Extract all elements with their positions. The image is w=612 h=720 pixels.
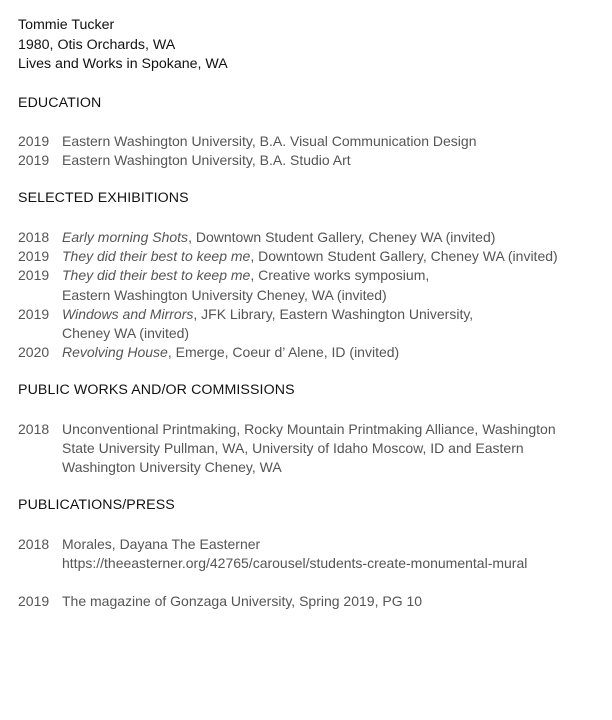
entry-text bbox=[62, 266, 608, 304]
exhibition-details: , Downtown Student Gallery, Cheney WA (invited) bbox=[250, 248, 558, 265]
exhibition-title: Windows and Mirrors bbox=[62, 305, 194, 322]
education-list bbox=[18, 132, 608, 170]
entry-year: 2019 bbox=[18, 267, 50, 284]
entry-year: 2018 bbox=[18, 535, 50, 552]
education-entry bbox=[18, 132, 608, 151]
press-citation: Morales, Dayana The Easterner bbox=[62, 535, 261, 552]
entry-year: 2018 bbox=[18, 420, 50, 437]
entry-text bbox=[62, 305, 608, 343]
commission-line: Unconventional Printmaking, Rocky Mountain Printmaking Alliance, Washington bbox=[62, 420, 556, 437]
exhibition-title: They did their best to keep me bbox=[62, 248, 251, 265]
artist-birth: 1980, Otis Orchards, WA bbox=[18, 36, 176, 53]
press-list bbox=[18, 535, 608, 612]
exhibition-entry bbox=[18, 247, 608, 266]
entry-text bbox=[62, 535, 608, 573]
exhibitions-list bbox=[18, 228, 608, 362]
commission-line: Washington University Cheney, WA bbox=[62, 459, 282, 476]
commissions-list bbox=[18, 420, 608, 478]
exhibition-entry bbox=[18, 228, 608, 247]
entry-year: 2019 bbox=[18, 152, 50, 169]
commission-line: State University Pullman, WA, University of Idaho Moscow, ID and Eastern bbox=[62, 440, 524, 457]
exhibition-entry bbox=[18, 305, 608, 343]
entry-text bbox=[62, 420, 608, 478]
entry-year: 2019 bbox=[18, 248, 50, 265]
education-heading: EDUCATION bbox=[18, 94, 102, 111]
artist-name: Tommie Tucker bbox=[18, 17, 115, 33]
exhibition-title: They did their best to keep me bbox=[62, 267, 251, 284]
entry-year: 2019 bbox=[18, 133, 50, 149]
exhibition-entry bbox=[18, 343, 608, 362]
entry-text: The magazine of Gonzaga University, Spring 2019, PG 10 bbox=[62, 593, 423, 610]
exhibition-details: , JFK Library, Eastern Washington University, bbox=[193, 305, 474, 322]
exhibitions-heading: SELECTED EXHIBITIONS bbox=[18, 190, 189, 207]
exhibition-title: Early morning Shots bbox=[62, 228, 189, 245]
exhibition-details-line2: Eastern Washington University Cheney, WA (invited) bbox=[62, 286, 387, 303]
exhibition-details: , Creative works symposium, bbox=[250, 267, 430, 284]
entry-year: 2019 bbox=[18, 305, 50, 322]
education-entry bbox=[18, 151, 608, 170]
commission-entry bbox=[18, 420, 608, 478]
exhibition-details: , Emerge, Coeur d’ Alene, ID (invited) bbox=[167, 344, 400, 361]
entry-text bbox=[62, 343, 608, 362]
cv-header bbox=[18, 16, 608, 75]
press-entry bbox=[18, 592, 608, 611]
exhibition-details: , Downtown Student Gallery, Cheney WA (invited) bbox=[188, 228, 496, 245]
spacer bbox=[18, 573, 608, 592]
entry-text: Eastern Washington University, B.A. Visual Communication Design bbox=[62, 133, 477, 149]
entry-text: Eastern Washington University, B.A. Studio Art bbox=[62, 152, 351, 169]
exhibition-title: Revolving House bbox=[62, 344, 168, 361]
entry-text bbox=[62, 228, 608, 247]
cv-document bbox=[18, 16, 608, 612]
entry-text bbox=[62, 247, 608, 266]
press-heading: PUBLICATIONS/PRESS bbox=[18, 497, 175, 514]
artist-residence: Lives and Works in Spokane, WA bbox=[18, 56, 228, 72]
exhibition-entry bbox=[18, 266, 608, 304]
entry-year: 2018 bbox=[18, 228, 50, 245]
press-url: https://theeasterner.org/42765/carousel/students-create-monumental-mural bbox=[62, 555, 528, 572]
exhibition-details-line2: Cheney WA (invited) bbox=[62, 324, 190, 341]
entry-year: 2019 bbox=[18, 593, 50, 610]
press-entry bbox=[18, 535, 608, 573]
entry-year: 2020 bbox=[18, 344, 50, 361]
commissions-heading: PUBLIC WORKS AND/OR COMMISSIONS bbox=[18, 382, 295, 399]
